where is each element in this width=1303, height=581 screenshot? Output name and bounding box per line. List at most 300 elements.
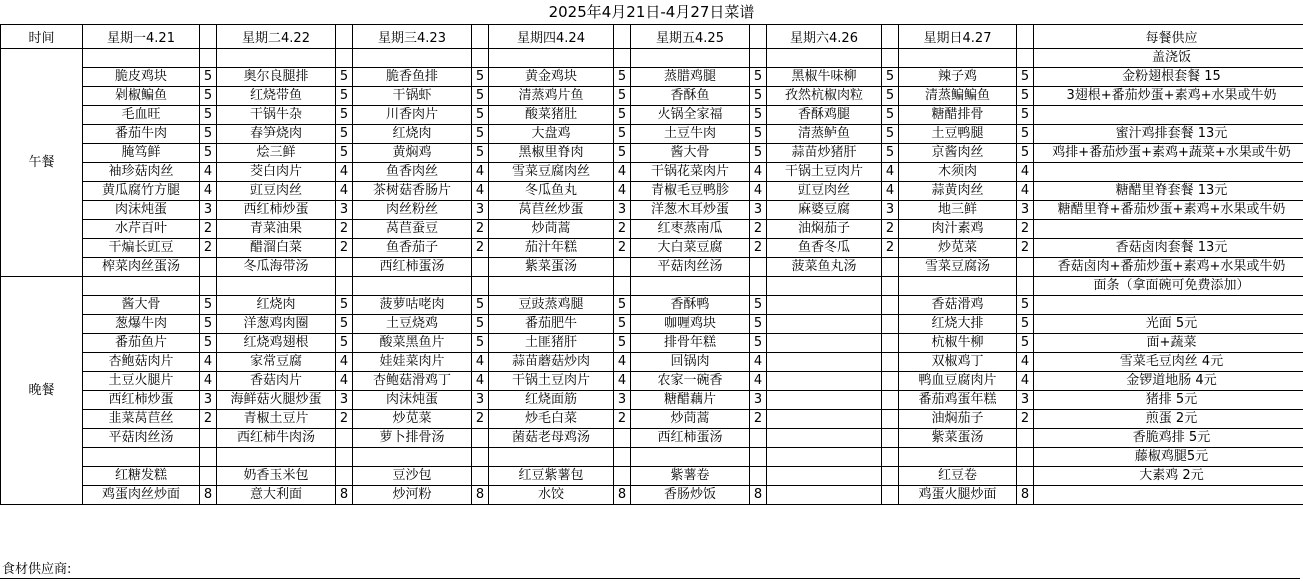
dish-name: 炒河粉 <box>353 486 472 505</box>
dish-price <box>1017 467 1034 486</box>
dish-price: 5 <box>472 68 489 87</box>
dish-name: 青菜油果 <box>217 220 336 239</box>
dish-price: 4 <box>472 353 489 372</box>
dish-price <box>614 258 631 277</box>
dish-price: 5 <box>750 296 767 315</box>
dish-price: 4 <box>1017 353 1034 372</box>
dinner-row <box>1 429 1303 448</box>
dish-price <box>472 277 489 296</box>
dish-name: 香菇滑鸡 <box>899 296 1017 315</box>
dish-name: 肉沫炖蛋 <box>83 201 200 220</box>
dish-name <box>767 277 882 296</box>
dish-name: 排骨年糕 <box>631 334 750 353</box>
dish-name: 麻婆豆腐 <box>767 201 882 220</box>
dish-name: 水饺 <box>489 486 614 505</box>
dish-price: 2 <box>882 220 899 239</box>
supply-item: 光面 5元 <box>1034 315 1303 334</box>
dinner-row <box>1 334 1303 353</box>
supply-item: 大素鸡 2元 <box>1034 467 1303 486</box>
dish-price: 5 <box>472 296 489 315</box>
dish-name: 莴苣蚕豆 <box>353 220 472 239</box>
dish-price <box>1017 277 1034 296</box>
dish-name: 酱大骨 <box>83 296 200 315</box>
dish-name: 京酱肉丝 <box>899 144 1017 163</box>
dish-name: 肉丝粉丝 <box>353 201 472 220</box>
supply-item <box>1034 220 1303 239</box>
dish-price: 5 <box>882 125 899 144</box>
dish-price: 5 <box>614 296 631 315</box>
dish-name: 菌菇老母鸡汤 <box>489 429 614 448</box>
dish-name: 炒茼蒿 <box>489 220 614 239</box>
dinner-row <box>1 467 1303 486</box>
day-header: 星期五4.25 <box>631 25 750 49</box>
dish-price: 5 <box>336 68 353 87</box>
supply-item <box>1034 486 1303 505</box>
dish-price: 4 <box>200 163 217 182</box>
supply-item: 藤椒鸡腿5元 <box>1034 448 1303 467</box>
dish-price: 5 <box>472 125 489 144</box>
dish-price: 3 <box>336 391 353 410</box>
dish-price <box>882 391 899 410</box>
dish-price <box>882 296 899 315</box>
dish-price: 2 <box>472 410 489 429</box>
dish-price: 5 <box>472 315 489 334</box>
dish-name: 清蒸鸡片鱼 <box>489 87 614 106</box>
lunch-period-label: 午餐 <box>1 49 83 277</box>
dish-price: 2 <box>336 239 353 258</box>
dish-name: 酱大骨 <box>631 144 750 163</box>
supply-item: 面条（拿面碗可免费添加） <box>1034 277 1303 296</box>
dish-name <box>767 334 882 353</box>
lunch-row <box>1 258 1303 277</box>
supply-item: 糖醋里脊套餐 13元 <box>1034 182 1303 201</box>
dish-name: 青椒土豆片 <box>217 410 336 429</box>
lunch-row <box>1 125 1303 144</box>
supply-item: 香菇卤肉套餐 13元 <box>1034 239 1303 258</box>
dish-price: 5 <box>750 144 767 163</box>
dish-name: 番茄鸡蛋年糕 <box>899 391 1017 410</box>
dish-name: 紫菜蛋汤 <box>899 429 1017 448</box>
dish-name <box>489 49 614 68</box>
dish-price: 5 <box>882 106 899 125</box>
day-header: 星期一4.21 <box>83 25 200 49</box>
dish-price: 4 <box>750 372 767 391</box>
dish-price <box>614 49 631 68</box>
dish-name <box>631 277 750 296</box>
dish-price: 5 <box>336 144 353 163</box>
dish-name: 农家一碗香 <box>631 372 750 391</box>
dish-price <box>472 467 489 486</box>
dish-name: 西红柿蛋汤 <box>353 258 472 277</box>
dish-name: 豇豆肉丝 <box>767 182 882 201</box>
dish-price: 3 <box>614 391 631 410</box>
header-row <box>1 25 1303 49</box>
dish-name: 蒜苗蘑菇炒肉 <box>489 353 614 372</box>
dish-price: 3 <box>336 201 353 220</box>
dish-price <box>336 467 353 486</box>
dish-price: 5 <box>1017 315 1034 334</box>
dish-price: 4 <box>614 163 631 182</box>
dish-price: 4 <box>336 372 353 391</box>
dish-name <box>899 448 1017 467</box>
dish-name <box>353 277 472 296</box>
dish-name: 豇豆肉丝 <box>217 182 336 201</box>
dish-price <box>1017 448 1034 467</box>
dish-name: 洋葱木耳炒蛋 <box>631 201 750 220</box>
dish-price: 5 <box>1017 68 1034 87</box>
dish-name: 西红柿蛋汤 <box>631 429 750 448</box>
dish-name: 黑椒牛味柳 <box>767 68 882 87</box>
page-title: 2025年4月21日-4月27日菜谱 <box>548 3 755 21</box>
dish-price: 5 <box>200 144 217 163</box>
dish-price <box>882 315 899 334</box>
dish-name: 蒸腊鸡腿 <box>631 68 750 87</box>
dish-price <box>200 429 217 448</box>
lunch-row <box>1 182 1303 201</box>
dish-price: 5 <box>614 106 631 125</box>
dish-price: 2 <box>336 220 353 239</box>
dish-name: 雪菜豆腐肉丝 <box>489 163 614 182</box>
dish-name: 奥尔良腿排 <box>217 68 336 87</box>
dish-name: 醋溜白菜 <box>217 239 336 258</box>
dish-name <box>217 277 336 296</box>
dinner-row <box>1 296 1303 315</box>
dish-price: 2 <box>200 220 217 239</box>
lunch-row <box>1 68 1303 87</box>
dish-price <box>882 429 899 448</box>
dish-price: 4 <box>472 163 489 182</box>
dish-price: 5 <box>200 315 217 334</box>
dish-name: 干锅虾 <box>353 87 472 106</box>
supply-item <box>1034 163 1303 182</box>
lunch-row <box>1 163 1303 182</box>
dish-price: 8 <box>614 486 631 505</box>
dish-price: 3 <box>882 201 899 220</box>
dish-price: 2 <box>336 410 353 429</box>
dish-price: 5 <box>1017 106 1034 125</box>
dish-name: 干锅花菜肉片 <box>631 163 750 182</box>
dish-price: 8 <box>336 486 353 505</box>
dish-price: 3 <box>200 201 217 220</box>
dish-price: 5 <box>336 296 353 315</box>
dish-price: 2 <box>750 220 767 239</box>
dish-name: 平菇肉丝汤 <box>83 429 200 448</box>
dish-price <box>200 467 217 486</box>
dish-price: 4 <box>472 372 489 391</box>
supply-item: 香菇卤肉+番茄炒蛋+素鸡+水果或牛奶 <box>1034 258 1303 277</box>
dish-price: 5 <box>336 315 353 334</box>
dish-name: 清蒸鳊鳊鱼 <box>899 87 1017 106</box>
dish-price: 3 <box>750 201 767 220</box>
dish-price: 5 <box>882 68 899 87</box>
dish-price: 5 <box>472 334 489 353</box>
menu-body <box>1 49 1303 505</box>
dish-name <box>899 49 1017 68</box>
dish-price: 4 <box>750 182 767 201</box>
dish-price <box>1017 49 1034 68</box>
dish-name: 番茄鱼片 <box>83 334 200 353</box>
dish-name <box>83 49 200 68</box>
day-header: 星期六4.26 <box>767 25 882 49</box>
dinner-row <box>1 448 1303 467</box>
supply-item <box>1034 296 1303 315</box>
dish-name: 西红柿炒蛋 <box>83 391 200 410</box>
dish-name: 蒜黄肉丝 <box>899 182 1017 201</box>
dish-price: 5 <box>200 125 217 144</box>
dish-name: 红烧鸡翅根 <box>217 334 336 353</box>
dish-name: 平菇肉丝汤 <box>631 258 750 277</box>
dish-name: 剁椒鳊鱼 <box>83 87 200 106</box>
dish-price <box>882 448 899 467</box>
dish-name: 香肠炒饭 <box>631 486 750 505</box>
dish-name <box>767 391 882 410</box>
dish-price <box>614 429 631 448</box>
supply-header: 每餐供应 <box>1034 25 1303 49</box>
dish-price: 5 <box>750 334 767 353</box>
dish-name <box>767 49 882 68</box>
dish-name: 茶树菇香肠片 <box>353 182 472 201</box>
dish-name: 杭椒牛柳 <box>899 334 1017 353</box>
dish-price: 5 <box>472 106 489 125</box>
dish-name: 辣子鸡 <box>899 68 1017 87</box>
dish-name: 鸭血豆腐肉片 <box>899 372 1017 391</box>
dish-name: 蒜苗炒猪肝 <box>767 144 882 163</box>
dish-price <box>1017 429 1034 448</box>
dish-name: 双椒鸡丁 <box>899 353 1017 372</box>
dish-name: 土匪猪肝 <box>489 334 614 353</box>
dish-price: 4 <box>1017 182 1034 201</box>
lunch-row <box>1 49 1303 68</box>
dish-name: 大盘鸡 <box>489 125 614 144</box>
lunch-row <box>1 144 1303 163</box>
dish-name: 春笋烧肉 <box>217 125 336 144</box>
dish-name: 菠菜鱼丸汤 <box>767 258 882 277</box>
menu-table <box>0 24 1303 505</box>
dish-name: 土豆火腿片 <box>83 372 200 391</box>
dish-name: 番茄牛肉 <box>83 125 200 144</box>
dish-price: 3 <box>1017 391 1034 410</box>
dish-price: 5 <box>614 144 631 163</box>
supply-item: 雪菜毛豆肉丝 4元 <box>1034 353 1303 372</box>
dish-name: 萝卜排骨汤 <box>353 429 472 448</box>
dish-name <box>767 296 882 315</box>
dish-name: 酸菜猪肚 <box>489 106 614 125</box>
dish-price: 5 <box>200 106 217 125</box>
dish-name: 杏鲍菇滑鸡丁 <box>353 372 472 391</box>
dish-price: 8 <box>1017 486 1034 505</box>
dish-name: 香酥鱼 <box>631 87 750 106</box>
dish-name: 红烧肉 <box>353 125 472 144</box>
dish-name: 娃娃菜肉片 <box>353 353 472 372</box>
dish-price: 3 <box>472 201 489 220</box>
dish-name: 袖珍菇肉丝 <box>83 163 200 182</box>
dish-name <box>489 448 614 467</box>
time-header: 时间 <box>1 25 83 49</box>
dish-price: 4 <box>472 182 489 201</box>
dish-name: 红烧面筋 <box>489 391 614 410</box>
dinner-row <box>1 410 1303 429</box>
dish-name: 红烧带鱼 <box>217 87 336 106</box>
dish-price: 2 <box>200 239 217 258</box>
dish-name: 杏鲍菇肉片 <box>83 353 200 372</box>
dish-price: 5 <box>336 106 353 125</box>
lunch-row <box>1 239 1303 258</box>
dish-name: 炒苋菜 <box>899 239 1017 258</box>
dish-price: 5 <box>336 87 353 106</box>
supply-item <box>1034 106 1303 125</box>
dish-price: 4 <box>200 182 217 201</box>
dish-name: 木须肉 <box>899 163 1017 182</box>
dish-name: 奶香玉米包 <box>217 467 336 486</box>
dish-name <box>899 277 1017 296</box>
dish-name: 川香肉片 <box>353 106 472 125</box>
dish-price: 5 <box>1017 125 1034 144</box>
dish-price: 2 <box>1017 239 1034 258</box>
day-header: 星期四4.24 <box>489 25 614 49</box>
dish-price: 5 <box>750 68 767 87</box>
day-header: 星期二4.22 <box>217 25 336 49</box>
dish-price <box>200 448 217 467</box>
dish-name: 火锅全家福 <box>631 106 750 125</box>
dish-name: 茭白肉片 <box>217 163 336 182</box>
dish-name: 豆豉蒸鸡腿 <box>489 296 614 315</box>
dish-name: 脆香鱼排 <box>353 68 472 87</box>
dish-price: 2 <box>1017 220 1034 239</box>
supply-item: 猪排 5元 <box>1034 391 1303 410</box>
dish-price <box>200 49 217 68</box>
dish-price: 5 <box>750 106 767 125</box>
dish-name: 韭菜莴苣丝 <box>83 410 200 429</box>
dish-name: 香菇肉片 <box>217 372 336 391</box>
dish-price: 5 <box>882 144 899 163</box>
dish-price: 4 <box>750 353 767 372</box>
dish-name <box>353 49 472 68</box>
dish-price <box>882 49 899 68</box>
dish-price: 5 <box>614 87 631 106</box>
dish-price: 5 <box>614 334 631 353</box>
dinner-row <box>1 353 1303 372</box>
dish-name: 鸡蛋肉丝炒面 <box>83 486 200 505</box>
dish-name <box>767 448 882 467</box>
lunch-row <box>1 106 1303 125</box>
dish-price <box>472 448 489 467</box>
dish-name: 冬瓜海带汤 <box>217 258 336 277</box>
dish-price: 2 <box>472 239 489 258</box>
dish-name: 糖醋排骨 <box>899 106 1017 125</box>
dish-name: 黄瓜腐竹方腿 <box>83 182 200 201</box>
dish-price: 3 <box>200 391 217 410</box>
dish-name: 榨菜肉丝蛋汤 <box>83 258 200 277</box>
dish-price: 4 <box>336 353 353 372</box>
dish-name: 番茄肥牛 <box>489 315 614 334</box>
dish-name: 雪菜豆腐汤 <box>899 258 1017 277</box>
dinner-row <box>1 277 1303 296</box>
dish-price: 3 <box>614 201 631 220</box>
dish-price: 5 <box>750 125 767 144</box>
footer-divider <box>0 578 1300 579</box>
dish-name: 脆皮鸡块 <box>83 68 200 87</box>
dish-name: 鱼香肉丝 <box>353 163 472 182</box>
dish-name: 菠萝咕咾肉 <box>353 296 472 315</box>
dish-price: 2 <box>1017 410 1034 429</box>
dish-price: 4 <box>882 182 899 201</box>
dish-name: 家常豆腐 <box>217 353 336 372</box>
dish-name: 黄焖鸡 <box>353 144 472 163</box>
dish-name: 咖喱鸡块 <box>631 315 750 334</box>
dish-price: 5 <box>882 87 899 106</box>
dish-price: 2 <box>614 410 631 429</box>
supply-item: 煎蛋 2元 <box>1034 410 1303 429</box>
dish-price <box>882 277 899 296</box>
dish-name: 清蒸鲈鱼 <box>767 125 882 144</box>
dish-price: 5 <box>200 334 217 353</box>
dish-price <box>750 258 767 277</box>
dish-name: 鸡蛋火腿炒面 <box>899 486 1017 505</box>
dish-price <box>882 486 899 505</box>
dish-name: 炒茼蒿 <box>631 410 750 429</box>
dish-name: 黄金鸡块 <box>489 68 614 87</box>
dish-name: 豆沙包 <box>353 467 472 486</box>
dish-name: 洋葱鸡肉圈 <box>217 315 336 334</box>
dish-name: 肉汁素鸡 <box>899 220 1017 239</box>
dish-name: 土豆烧鸡 <box>353 315 472 334</box>
dish-name <box>767 315 882 334</box>
dish-name: 干煸长豇豆 <box>83 239 200 258</box>
dish-price: 4 <box>1017 163 1034 182</box>
dish-price: 4 <box>882 163 899 182</box>
dish-price: 5 <box>1017 334 1034 353</box>
dish-price <box>750 49 767 68</box>
dish-name: 大白菜豆腐 <box>631 239 750 258</box>
dish-price: 5 <box>336 125 353 144</box>
lunch-row <box>1 201 1303 220</box>
dish-price: 2 <box>750 410 767 429</box>
dish-name <box>83 277 200 296</box>
dish-price <box>614 467 631 486</box>
dish-name <box>217 448 336 467</box>
dish-price: 2 <box>614 220 631 239</box>
dish-name: 紫菜蛋汤 <box>489 258 614 277</box>
dish-price: 4 <box>336 182 353 201</box>
dish-name: 红豆卷 <box>899 467 1017 486</box>
dish-name: 炒毛白菜 <box>489 410 614 429</box>
dish-price <box>882 334 899 353</box>
dish-price: 8 <box>750 486 767 505</box>
dish-name: 烩三鲜 <box>217 144 336 163</box>
dish-name: 红糖发糕 <box>83 467 200 486</box>
dish-price <box>336 429 353 448</box>
dish-name: 香酥鸭 <box>631 296 750 315</box>
dish-price: 4 <box>200 372 217 391</box>
dish-name: 茄汁年糕 <box>489 239 614 258</box>
dish-price: 4 <box>1017 372 1034 391</box>
dish-price <box>200 277 217 296</box>
dinner-row <box>1 486 1303 505</box>
dish-name: 鱼香冬瓜 <box>767 239 882 258</box>
dish-price: 5 <box>336 334 353 353</box>
supply-item: 金锣道地肠 4元 <box>1034 372 1303 391</box>
dish-name: 莴苣丝炒蛋 <box>489 201 614 220</box>
dish-price: 4 <box>614 372 631 391</box>
dish-price: 5 <box>1017 296 1034 315</box>
dish-price <box>750 467 767 486</box>
dish-name: 糖醋藕片 <box>631 391 750 410</box>
dish-name: 毛血旺 <box>83 106 200 125</box>
dish-price <box>472 258 489 277</box>
dish-name: 孜然杭椒肉粒 <box>767 87 882 106</box>
dish-name: 香酥鸡腿 <box>767 106 882 125</box>
dinner-row <box>1 315 1303 334</box>
